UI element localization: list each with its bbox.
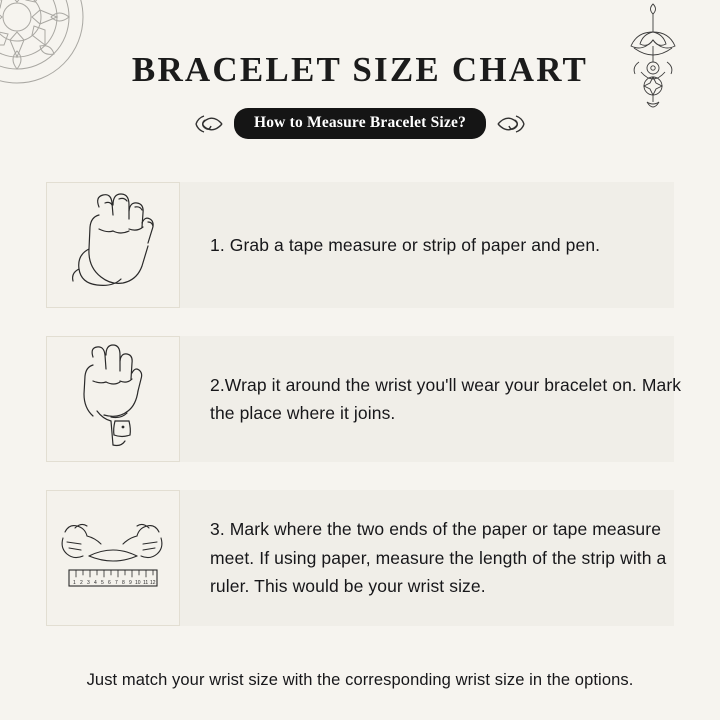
swirl-flourish-right-icon: [496, 113, 526, 135]
svg-text:8: 8: [122, 580, 125, 586]
svg-text:4: 4: [94, 580, 97, 586]
step-item: [0, 336, 720, 462]
ruler-measure-icon: [49, 498, 177, 618]
wrist-wrap-icon: [53, 339, 173, 459]
step-2-image: [46, 336, 180, 462]
step-3-label: 3. Mark where the two ends of the paper or tape measure meet. If using paper, measure the length of the strip with a ruler. This would be your wrist size.: [210, 519, 667, 597]
subtitle-pill: How to Measure Bracelet Size?: [234, 108, 486, 139]
footer-note: Just match your wrist size with the corresponding wrist size in the options.: [86, 671, 634, 689]
page-title: BRACELET SIZE CHART: [131, 50, 589, 89]
svg-text:11: 11: [143, 580, 149, 586]
step-1-text: [180, 182, 720, 308]
step-1-label: 1. Grab a tape measure or strip of paper and pen.: [210, 234, 601, 255]
closed-fist-icon: [53, 187, 173, 303]
svg-text:7: 7: [115, 580, 118, 586]
svg-text:9: 9: [129, 580, 132, 586]
step-1-image: [46, 182, 180, 308]
svg-text:12: 12: [150, 580, 156, 586]
steps-list: [0, 182, 720, 654]
step-2-text: [180, 336, 720, 462]
svg-text:2: 2: [80, 580, 83, 586]
svg-text:6: 6: [108, 580, 111, 586]
swirl-flourish-left-icon: [194, 113, 224, 135]
step-2-label: 2.Wrap it around the wrist you'll wear your bracelet on. Mark the place where it joins.: [210, 374, 682, 423]
subtitle-row: [0, 108, 720, 139]
svg-text:3: 3: [87, 580, 90, 586]
svg-text:5: 5: [101, 580, 104, 586]
step-item: [0, 182, 720, 308]
svg-text:1: 1: [73, 580, 76, 586]
svg-text:10: 10: [135, 580, 141, 586]
step-item: [0, 490, 720, 626]
step-3-image: [46, 490, 180, 626]
step-3-text: [180, 490, 720, 626]
